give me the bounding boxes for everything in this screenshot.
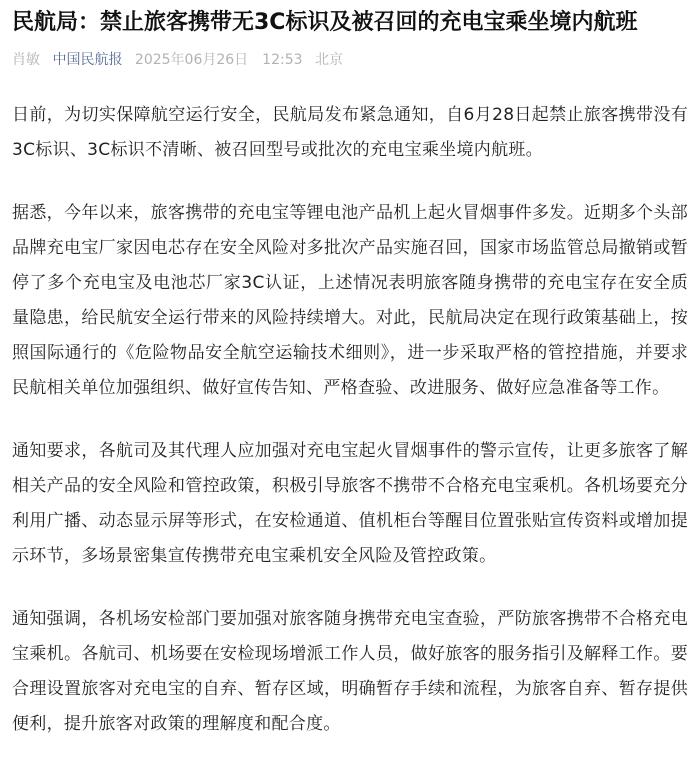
paragraph: 通知要求，各航司及其代理人应加强对充电宝起火冒烟事件的警示宣传，让更多旅客了解相关产品的安全风险和管控政策，积极引导旅客不携带不合格充电宝乘机。各机场要充分利用广播、动态显示屏等形式，在安检通道、值机柜台等醒目位置张贴宣传资料或增加提示环节，多场景密集宣传携带充电宝乘机安全风险及管控政策。: [12, 441, 688, 566]
article-body: [12, 98, 688, 742]
publish-location: 北京: [314, 52, 343, 68]
publish-time: 12:53: [262, 52, 303, 68]
article-title: 民航局：禁止旅客携带无3C标识及被召回的充电宝乘坐境内航班: [12, 10, 638, 35]
author-name: 肖敏: [12, 52, 40, 68]
paragraph: 通知强调，各机场安检部门要加强对旅客随身携带充电宝查验，严防旅客携带不合格充电宝乘机。各航司、机场要在安检现场增派工作人员，做好旅客的服务指引及解释工作。要合理设置旅客对充电宝的自弃、暂存区域，明确暂存手续和流程，为旅客自弃、暂存提供便利，提升旅客对政策的理解度和配合度。: [12, 609, 688, 734]
source-link[interactable]: 中国民航报: [52, 52, 123, 68]
paragraph: 据悉，今年以来，旅客携带的充电宝等锂电池产品机上起火冒烟事件多发。近期多个头部品牌充电宝厂家因电芯存在安全风险对多批次产品实施召回，国家市场监管总局撤销或暂停了多个充电宝及电池芯厂家3C认证，上述情况表明旅客随身携带的充电宝存在安全质量隐患，给民航安全运行带来的风险持续增大。对此，民航局决定在现行政策基础上，按照国际通行的《危险物品安全航空运输技术细则》，进一步采取严格的管控措施，并要求民航相关单位加强组织、做好宣传告知、严格查验、改进服务、做好应急准备等工作。: [12, 203, 688, 398]
paragraph: 日前，为切实保障航空运行安全，民航局发布紧急通知，自6月28日起禁止旅客携带没有3C标识、3C标识不清晰、被召回型号或批次的充电宝乘坐境内航班。: [12, 105, 688, 160]
publish-date: 2025年06月26日: [134, 52, 249, 68]
article-meta: [12, 50, 688, 70]
